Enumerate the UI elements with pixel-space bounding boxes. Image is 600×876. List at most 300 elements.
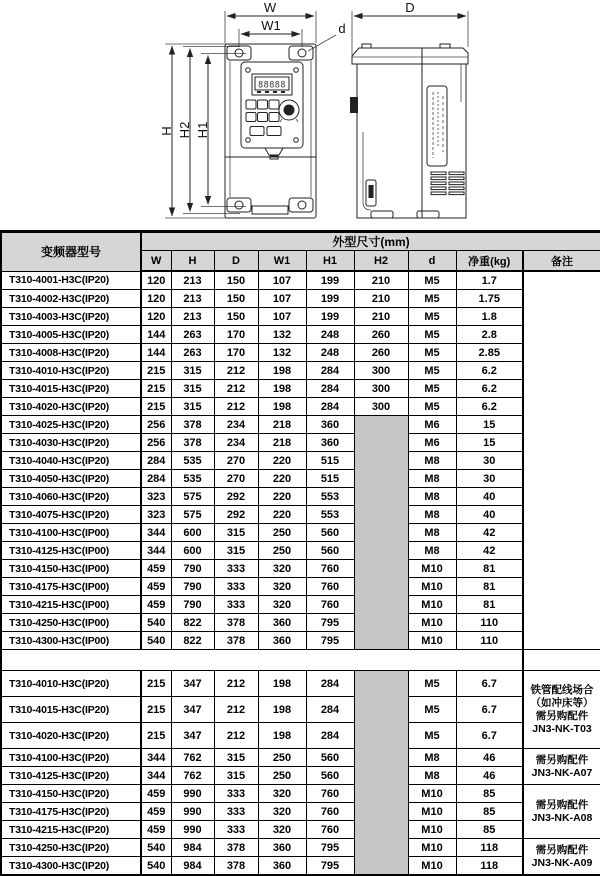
dim-cell: 120	[141, 271, 171, 290]
table-row	[1, 452, 600, 470]
dim-cell: 540	[141, 857, 171, 876]
table-row	[1, 488, 600, 506]
table-row	[1, 506, 600, 524]
dim-cell: 107	[258, 308, 306, 326]
dim-cell: 250	[258, 542, 306, 560]
dim-cell: 323	[141, 488, 171, 506]
dim-cell: 284	[141, 470, 171, 488]
remark-cell	[523, 749, 600, 785]
front-view	[159, 0, 346, 218]
weight-cell: 42	[456, 542, 523, 560]
dim-cell: 270	[214, 452, 258, 470]
dim-cell: 540	[141, 839, 171, 857]
dim-cell: 347	[171, 723, 214, 749]
h2-cell: 210	[354, 308, 408, 326]
dim-cell: 315	[214, 542, 258, 560]
weight-cell: 30	[456, 470, 523, 488]
header-row-group	[1, 232, 600, 251]
table-row	[1, 821, 600, 839]
dim-cell: 218	[258, 434, 306, 452]
screw-icon	[294, 68, 299, 73]
model-cell: T310-4003-H3C(IP20)	[1, 308, 141, 326]
dim-cell: 540	[141, 632, 171, 650]
dim-cell: 198	[258, 671, 306, 697]
model-cell: T310-4125-H3C(IP20)	[1, 767, 141, 785]
table-row	[1, 398, 600, 416]
dim-cell: 144	[141, 326, 171, 344]
model-cell: T310-4015-H3C(IP20)	[1, 697, 141, 723]
h2-cell: 300	[354, 380, 408, 398]
screw-cell: M10	[408, 839, 456, 857]
dim-cell: 250	[258, 749, 306, 767]
dim-cell: 333	[214, 821, 258, 839]
table-row	[1, 723, 600, 749]
display-digits: 88888	[257, 80, 287, 91]
dim-label-d-screw: d	[338, 21, 346, 36]
screw-cell: M5	[408, 271, 456, 290]
dim-cell: 760	[306, 821, 354, 839]
table-row	[1, 470, 600, 488]
dim-cell: 515	[306, 452, 354, 470]
dim-cell: 760	[306, 560, 354, 578]
model-cell: T310-4300-H3C(IP20)	[1, 857, 141, 876]
dim-cell: 198	[258, 398, 306, 416]
dim-cell: 213	[171, 308, 214, 326]
weight-cell: 2.85	[456, 344, 523, 362]
dim-label-h1: H1	[195, 121, 210, 139]
dim-cell: 120	[141, 308, 171, 326]
dim-cell: 344	[141, 749, 171, 767]
weight-cell: 6.7	[456, 697, 523, 723]
table-row	[1, 596, 600, 614]
model-cell: T310-4175-H3C(IP20)	[1, 803, 141, 821]
table-row	[1, 632, 600, 650]
screw-cell: M6	[408, 416, 456, 434]
dim-cell: 333	[214, 560, 258, 578]
dim-cell: 292	[214, 506, 258, 524]
col-header-depth: D	[214, 251, 258, 272]
weight-cell: 6.2	[456, 380, 523, 398]
table-row	[1, 308, 600, 326]
table-row	[1, 416, 600, 434]
table-row	[1, 326, 600, 344]
spec-table	[0, 230, 600, 876]
dim-cell: 600	[171, 542, 214, 560]
table-row	[1, 290, 600, 308]
dim-cell: 284	[306, 723, 354, 749]
weight-cell: 85	[456, 785, 523, 803]
model-cell: T310-4075-H3C(IP20)	[1, 506, 141, 524]
screw-cell: M5	[408, 326, 456, 344]
nameplate-label	[427, 86, 447, 166]
dim-cell: 459	[141, 578, 171, 596]
dim-cell: 215	[141, 723, 171, 749]
dim-cell: 263	[171, 326, 214, 344]
screw-cell: M10	[408, 578, 456, 596]
dim-cell: 347	[171, 671, 214, 697]
dim-cell: 199	[306, 271, 354, 290]
weight-cell: 6.7	[456, 671, 523, 697]
dimension-diagram	[0, 0, 600, 230]
model-cell: T310-4010-H3C(IP20)	[1, 671, 141, 697]
screw-cell: M10	[408, 857, 456, 876]
table-row	[1, 697, 600, 723]
dim-cell: 320	[258, 821, 306, 839]
dim-cell: 320	[258, 785, 306, 803]
table-row	[1, 560, 600, 578]
dim-cell: 220	[258, 488, 306, 506]
dim-cell: 270	[214, 470, 258, 488]
dim-cell: 822	[171, 632, 214, 650]
col-header-weight: 净重(kg)	[456, 251, 523, 272]
mounting-hole-icon	[235, 49, 243, 57]
dim-cell: 220	[258, 506, 306, 524]
dim-cell: 199	[306, 308, 354, 326]
dim-cell: 360	[258, 839, 306, 857]
dim-cell: 760	[306, 596, 354, 614]
dim-cell: 378	[214, 614, 258, 632]
dim-cell: 250	[258, 524, 306, 542]
dim-cell: 795	[306, 857, 354, 876]
dim-cell: 170	[214, 326, 258, 344]
screw-cell: M8	[408, 506, 456, 524]
dim-cell: 248	[306, 344, 354, 362]
table-row	[1, 542, 600, 560]
dim-cell: 760	[306, 803, 354, 821]
model-cell: T310-4005-H3C(IP20)	[1, 326, 141, 344]
weight-cell: 15	[456, 416, 523, 434]
mounting-hole-icon	[298, 49, 306, 57]
remark-line: 需另购配件	[535, 843, 589, 856]
model-cell: T310-4215-H3C(IP00)	[1, 596, 141, 614]
remark-cell	[523, 271, 600, 650]
model-cell: T310-4025-H3C(IP20)	[1, 416, 141, 434]
separator-cell	[1, 650, 523, 671]
dim-cell: 760	[306, 578, 354, 596]
dim-cell: 315	[214, 767, 258, 785]
bottom-cover	[252, 206, 288, 214]
dim-cell: 320	[258, 596, 306, 614]
table-row	[1, 524, 600, 542]
col-header-w1: W1	[258, 251, 306, 272]
side-mounting-tab	[350, 97, 358, 113]
model-cell: T310-4020-H3C(IP20)	[1, 723, 141, 749]
dim-cell: 560	[306, 542, 354, 560]
model-cell: T310-4100-H3C(IP00)	[1, 524, 141, 542]
dim-cell: 984	[171, 857, 214, 876]
weight-cell: 85	[456, 821, 523, 839]
screw-cell: M10	[408, 596, 456, 614]
screw-cell: M8	[408, 452, 456, 470]
model-cell: T310-4150-H3C(IP00)	[1, 560, 141, 578]
col-header-model: 变频器型号	[1, 232, 141, 272]
dim-cell: 120	[141, 290, 171, 308]
keypad-panel	[241, 62, 303, 148]
screw-cell: M5	[408, 380, 456, 398]
col-header-w: W	[141, 251, 171, 272]
screw-cell: M8	[408, 749, 456, 767]
screw-cell: M5	[408, 290, 456, 308]
dim-cell: 600	[171, 524, 214, 542]
dim-cell: 560	[306, 767, 354, 785]
dim-label-depth: D	[405, 0, 415, 15]
remark-cell	[523, 671, 600, 749]
h2-cell: 260	[354, 344, 408, 362]
remark-line: JN3-NK-A07	[531, 766, 593, 779]
weight-cell: 110	[456, 632, 523, 650]
table-row	[1, 614, 600, 632]
model-cell: T310-4050-H3C(IP20)	[1, 470, 141, 488]
col-header-dimensions-group: 外型尺寸(mm)	[141, 232, 600, 251]
table-row	[1, 767, 600, 785]
remark-line: 需另购配件	[535, 798, 589, 811]
dim-cell: 315	[171, 362, 214, 380]
dim-cell: 256	[141, 434, 171, 452]
model-cell: T310-4215-H3C(IP20)	[1, 821, 141, 839]
mounting-hole-icon	[298, 201, 306, 209]
dim-cell: 360	[306, 416, 354, 434]
screw-cell: M8	[408, 524, 456, 542]
dim-cell: 132	[258, 344, 306, 362]
dim-cell: 795	[306, 839, 354, 857]
dim-cell: 284	[306, 398, 354, 416]
model-cell: T310-4008-H3C(IP20)	[1, 344, 141, 362]
screw-cell: M5	[408, 344, 456, 362]
screw-cell: M8	[408, 767, 456, 785]
h2-cell: 300	[354, 398, 408, 416]
dim-label-h: H	[159, 126, 174, 136]
screw-cell: M8	[408, 470, 456, 488]
weight-cell: 15	[456, 434, 523, 452]
dim-cell: 323	[141, 506, 171, 524]
dim-cell: 212	[214, 362, 258, 380]
dim-cell: 220	[258, 452, 306, 470]
h2-empty-cell	[354, 416, 408, 650]
screw-cell: M6	[408, 434, 456, 452]
model-cell: T310-4175-H3C(IP00)	[1, 578, 141, 596]
dim-cell: 459	[141, 803, 171, 821]
dim-cell: 459	[141, 560, 171, 578]
col-header-screw: d	[408, 251, 456, 272]
dim-cell: 333	[214, 578, 258, 596]
dim-cell: 984	[171, 839, 214, 857]
dim-cell: 284	[306, 671, 354, 697]
model-cell: T310-4010-H3C(IP20)	[1, 362, 141, 380]
screw-cell: M10	[408, 614, 456, 632]
weight-cell: 1.75	[456, 290, 523, 308]
table-row	[1, 839, 600, 857]
screw-icon	[246, 138, 251, 143]
dim-cell: 198	[258, 380, 306, 398]
weight-cell: 6.2	[456, 362, 523, 380]
weight-cell: 46	[456, 749, 523, 767]
dim-cell: 215	[141, 380, 171, 398]
h2-cell: 210	[354, 271, 408, 290]
dim-cell: 284	[141, 452, 171, 470]
remark-line: 需另购配件	[535, 753, 589, 766]
dim-cell: 535	[171, 470, 214, 488]
model-cell: T310-4030-H3C(IP20)	[1, 434, 141, 452]
remark-line: JN3-NK-A09	[531, 856, 593, 869]
mounting-hole-icon	[235, 201, 243, 209]
weight-cell: 81	[456, 560, 523, 578]
remark-line: （如冲床等）	[530, 696, 594, 709]
dim-cell: 378	[171, 434, 214, 452]
table-row	[1, 857, 600, 876]
dim-cell: 762	[171, 767, 214, 785]
screw-cell: M10	[408, 803, 456, 821]
table-row	[1, 578, 600, 596]
mounting-ears	[227, 46, 313, 212]
screw-icon	[246, 68, 251, 73]
screw-cell: M8	[408, 488, 456, 506]
model-cell: T310-4150-H3C(IP20)	[1, 785, 141, 803]
dim-cell: 212	[214, 723, 258, 749]
dim-cell: 990	[171, 785, 214, 803]
dim-cell: 132	[258, 326, 306, 344]
weight-cell: 118	[456, 857, 523, 876]
dim-cell: 790	[171, 560, 214, 578]
dim-cell: 333	[214, 785, 258, 803]
table-row	[1, 380, 600, 398]
dim-cell: 220	[258, 470, 306, 488]
weight-cell: 81	[456, 578, 523, 596]
dim-cell: 459	[141, 785, 171, 803]
weight-cell: 42	[456, 524, 523, 542]
dim-cell: 150	[214, 290, 258, 308]
dim-cell: 320	[258, 803, 306, 821]
dim-cell: 347	[171, 697, 214, 723]
model-cell: T310-4002-H3C(IP20)	[1, 290, 141, 308]
dim-cell: 234	[214, 434, 258, 452]
model-cell: T310-4250-H3C(IP00)	[1, 614, 141, 632]
model-cell: T310-4100-H3C(IP20)	[1, 749, 141, 767]
dim-cell: 107	[258, 290, 306, 308]
dim-cell: 284	[306, 697, 354, 723]
dim-cell: 250	[258, 767, 306, 785]
dim-cell: 360	[258, 632, 306, 650]
dim-cell: 990	[171, 821, 214, 839]
dim-cell: 344	[141, 542, 171, 560]
dim-cell: 248	[306, 326, 354, 344]
dim-cell: 575	[171, 506, 214, 524]
h2-empty-cell	[354, 671, 408, 876]
dim-label-h2: H2	[177, 121, 192, 139]
col-header-h1: H1	[306, 251, 354, 272]
dim-cell: 553	[306, 506, 354, 524]
col-header-remark: 备注	[523, 251, 600, 272]
table-row	[1, 271, 600, 290]
screw-cell: M10	[408, 821, 456, 839]
model-cell: T310-4040-H3C(IP20)	[1, 452, 141, 470]
dim-cell: 378	[171, 416, 214, 434]
model-cell: T310-4060-H3C(IP20)	[1, 488, 141, 506]
dim-cell: 344	[141, 767, 171, 785]
table-row	[1, 785, 600, 803]
dim-cell: 320	[258, 560, 306, 578]
h2-cell: 260	[354, 326, 408, 344]
dim-cell: 215	[141, 671, 171, 697]
weight-cell: 118	[456, 839, 523, 857]
dim-cell: 535	[171, 452, 214, 470]
weight-cell: 6.7	[456, 723, 523, 749]
weight-cell: 30	[456, 452, 523, 470]
dim-cell: 213	[171, 290, 214, 308]
dim-cell: 198	[258, 723, 306, 749]
dim-cell: 150	[214, 271, 258, 290]
remark-cell	[523, 839, 600, 876]
screw-cell: M5	[408, 697, 456, 723]
dim-cell: 795	[306, 632, 354, 650]
top-cap	[352, 48, 468, 64]
dim-label-w: W	[263, 0, 277, 15]
dim-cell: 333	[214, 803, 258, 821]
table-row	[1, 344, 600, 362]
dim-cell: 234	[214, 416, 258, 434]
h2-cell: 210	[354, 290, 408, 308]
weight-cell: 2.8	[456, 326, 523, 344]
dim-cell: 790	[171, 596, 214, 614]
dim-cell: 215	[141, 398, 171, 416]
dim-cell: 360	[258, 857, 306, 876]
dim-cell: 378	[214, 857, 258, 876]
separator-remark-cell	[523, 650, 600, 671]
separator-row	[1, 650, 600, 671]
dim-cell: 218	[258, 416, 306, 434]
dim-cell: 284	[306, 380, 354, 398]
dim-cell: 315	[171, 380, 214, 398]
weight-cell: 40	[456, 506, 523, 524]
table-row	[1, 671, 600, 697]
dim-cell: 320	[258, 578, 306, 596]
foot	[371, 211, 393, 218]
dim-cell: 215	[141, 697, 171, 723]
dim-cell: 150	[214, 308, 258, 326]
screw-cell: M10	[408, 632, 456, 650]
remark-line: JN3-NK-T03	[532, 722, 592, 735]
dim-cell: 144	[141, 344, 171, 362]
dim-cell: 198	[258, 697, 306, 723]
model-cell: T310-4001-H3C(IP20)	[1, 271, 141, 290]
dim-cell: 107	[258, 271, 306, 290]
dim-cell: 170	[214, 344, 258, 362]
screw-cell: M10	[408, 785, 456, 803]
dim-cell: 990	[171, 803, 214, 821]
dim-cell: 284	[306, 362, 354, 380]
dim-cell: 256	[141, 416, 171, 434]
model-cell: T310-4300-H3C(IP00)	[1, 632, 141, 650]
dim-cell: 540	[141, 614, 171, 632]
dim-cell: 553	[306, 488, 354, 506]
weight-cell: 40	[456, 488, 523, 506]
dim-cell: 215	[141, 362, 171, 380]
dim-cell: 762	[171, 749, 214, 767]
weight-cell: 46	[456, 767, 523, 785]
dim-cell: 560	[306, 749, 354, 767]
weight-cell: 110	[456, 614, 523, 632]
dim-cell: 213	[171, 271, 214, 290]
screw-cell: M8	[408, 542, 456, 560]
dim-cell: 790	[171, 578, 214, 596]
dim-cell: 360	[258, 614, 306, 632]
table-row	[1, 749, 600, 767]
dim-cell: 822	[171, 614, 214, 632]
dim-cell: 760	[306, 785, 354, 803]
model-cell: T310-4020-H3C(IP20)	[1, 398, 141, 416]
table-row	[1, 434, 600, 452]
dim-label-w1: W1	[261, 18, 281, 33]
screw-cell: M5	[408, 671, 456, 697]
